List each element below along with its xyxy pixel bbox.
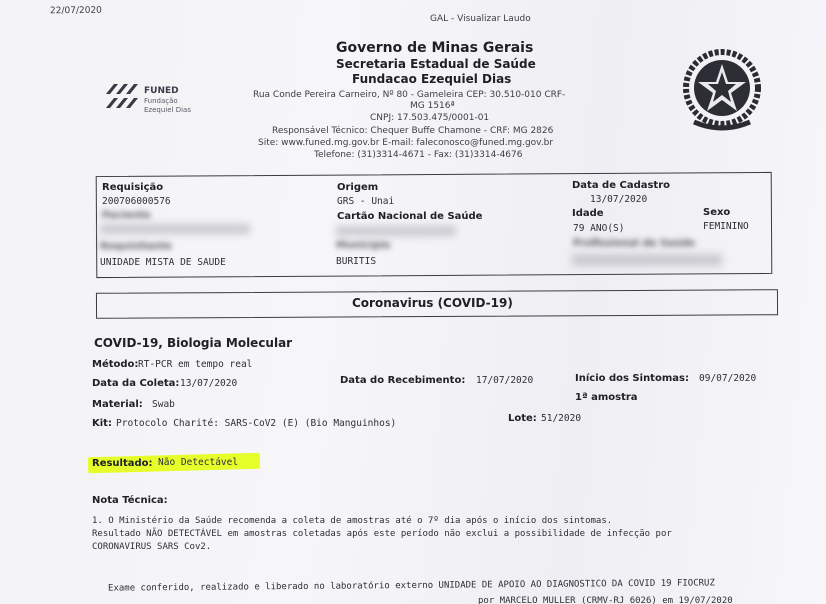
coat-of-arms [674,42,770,142]
lot-label: Lote: [508,413,537,424]
sex-value: FEMININO [703,221,749,232]
header-address: Rua Conde Pereira Carneiro, Nº 80 - Gameleira CEP: 30.510-010 CRF- [253,90,566,100]
registration-date-label: Data de Cadastro [572,180,671,191]
result-value: Não Detectável [158,457,239,468]
age-label: Idade [572,208,604,219]
requisition-value: 200706000576 [102,196,171,207]
receipt-date-label: Data do Recebimento: [340,375,466,386]
national-card-label: Cartão Nacional de Saúde [337,211,483,222]
technical-note-line-1: 1. O Ministério da Saúde recomenda a coleta de amostras até o 7º dia após o início dos sintomas. [92,516,613,526]
kit-value: Protocolo Charité: SARS-CoV2 (E) (Bio Manguinhos) [116,418,397,429]
footer-release-line-1: Exame conferido, realizado e liberado no laboratório externo UNIDADE DE APOIO AO DIAGNOSTICO DA COVID 19 FIOCRUZ [107,578,715,594]
requester-value: UNIDADE MISTA DE SAUDE [100,257,226,268]
logo-sub1: Fundação [144,97,178,105]
footer-release-line-2: por MARCELO MULLER (CRMV-RJ 6026) em 19/07/2020 [478,596,733,604]
header-foundation: Fundacao Ezequiel Dias [352,72,512,86]
header-phone: Telefone: (31)3314-4671 - Fax: (31)3314-4676 [314,150,523,160]
health-professional-redacted [572,254,722,266]
patient-label: Paciente [102,210,151,221]
header-address-2: MG 1516ª [410,101,455,111]
patient-name-redacted [100,224,250,234]
header-site: Site: www.funed.mg.gov.br E-mail: faleconosco@funed.mg.gov.br [258,138,554,148]
collection-date-value: 13/07/2020 [180,378,238,389]
origin-value: GRS - Unai [337,196,395,207]
technical-note-line-2: Resultado NÃO DETECTÁVEL em amostras coletadas após este período não exclui a possibilidade de infecção por [92,529,672,539]
sample-note: 1ª amostra [575,392,638,403]
symptoms-onset-value: 09/07/2020 [699,373,757,384]
technical-note-title: Nota Técnica: [92,495,168,506]
exam-title: COVID-19, Biologia Molecular [94,336,293,350]
header-responsible: Responsável Técnico: Chequer Buffe Chamone - CRF: MG 2826 [272,126,554,136]
collection-date-label: Data da Coleta: [92,378,180,389]
material-value: Swab [152,399,175,410]
header-government: Governo de Minas Gerais [336,40,534,56]
logo-sub2: Ezequiel Dias [144,106,191,114]
technical-note-line-3: CORONAVIRUS SARS Cov2. [92,542,212,552]
funed-logo [104,80,140,114]
age-value: 79 ANO(S) [573,223,625,234]
health-professional-label: Profissional de Saúde [573,238,695,249]
method-label: Método: [92,359,139,370]
print-title: GAL - Visualizar Laudo [430,14,531,24]
origin-label: Origem [337,182,379,193]
funed-logo-icon [104,80,140,110]
city-value: BURITIS [336,256,377,267]
material-label: Material: [92,399,143,410]
registration-date-value: 13/07/2020 [590,194,648,205]
result-label: Resultado: [92,458,153,469]
sex-label: Sexo [703,207,731,218]
method-value: RT-PCR em tempo real [138,359,253,370]
print-date: 22/07/2020 [49,5,102,17]
lot-value: 51/2020 [541,413,582,424]
requisition-label: Requisição [102,182,164,193]
symptoms-onset-label: Início dos Sintomas: [575,373,689,384]
kit-label: Kit: [92,418,112,429]
logo-name: FUNED [144,86,179,96]
city-label: Município [336,240,391,251]
requester-label: Requisitante [100,241,172,252]
coat-of-arms-icon [674,42,770,138]
national-card-redacted [336,226,456,236]
header-secretariat: Secretaria Estadual de Saúde [336,57,536,71]
receipt-date-value: 17/07/2020 [476,375,534,386]
header-cnpj: CNPJ: 17.503.475/0001-01 [370,113,490,123]
section-title: Coronavirus (COVID-19) [352,296,513,310]
